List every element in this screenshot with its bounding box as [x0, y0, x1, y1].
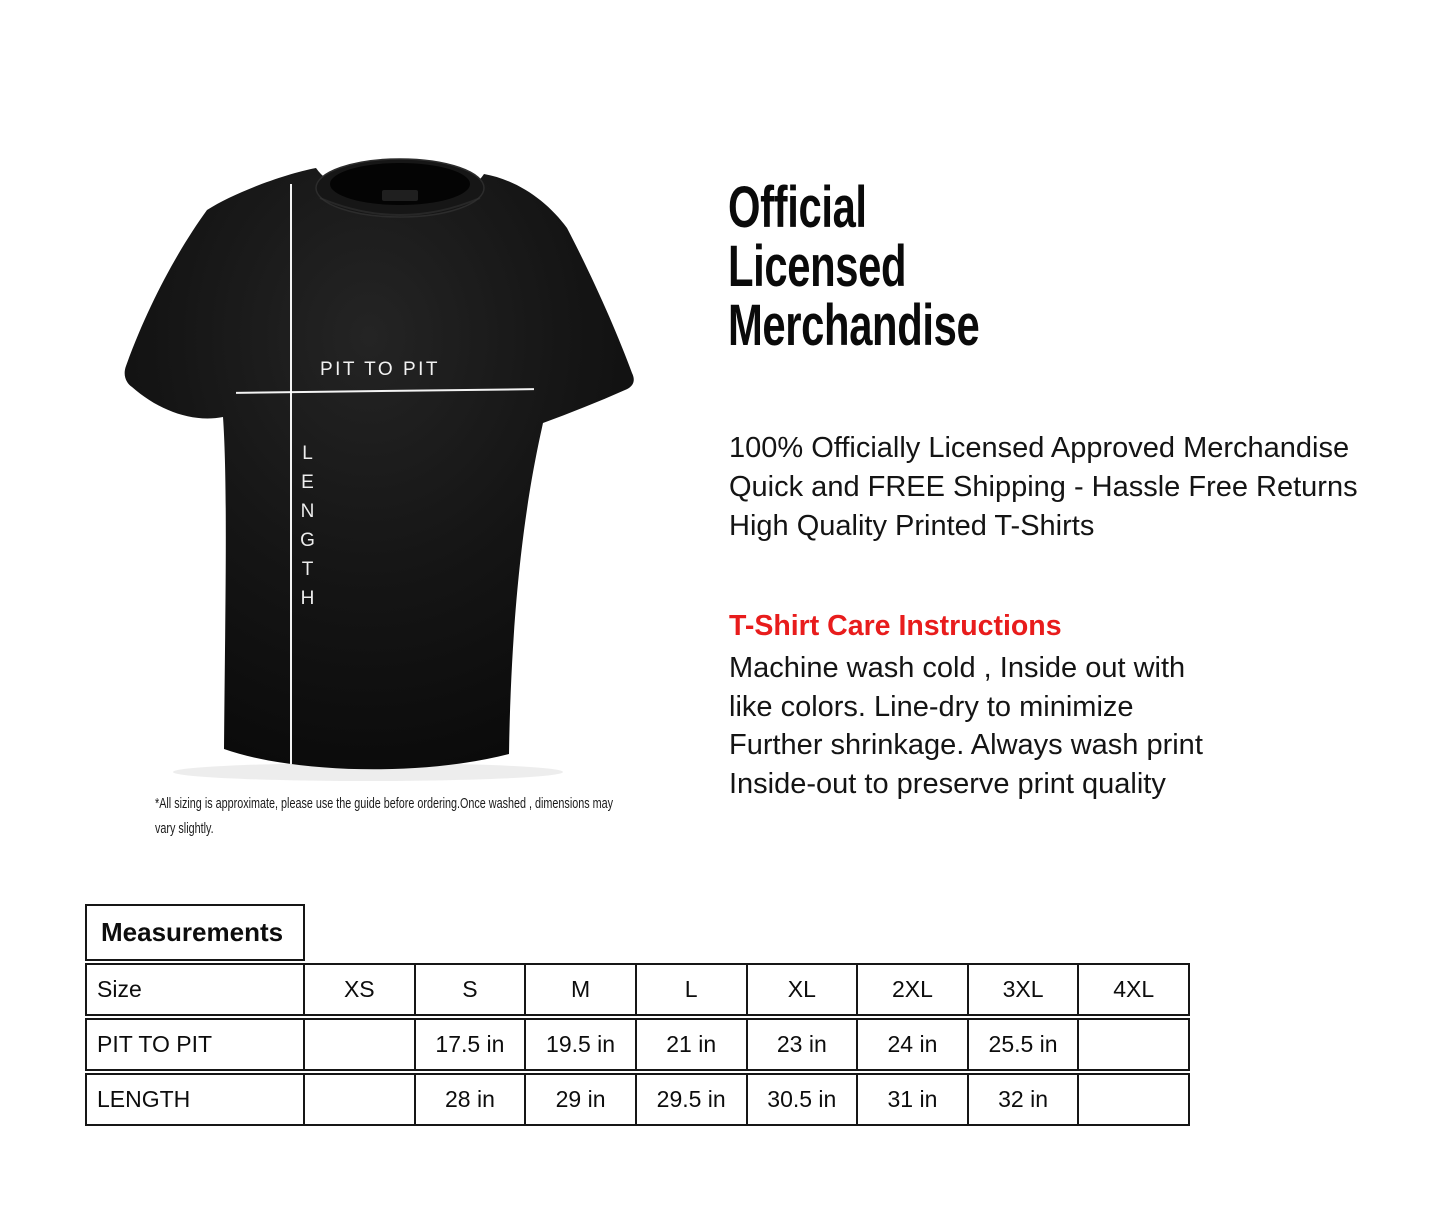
size-header: XL [746, 963, 859, 1016]
row-label: PIT TO PIT [85, 1018, 305, 1071]
pit-to-pit-row [85, 1018, 1190, 1071]
size-header: L [635, 963, 748, 1016]
size-row-label: Size [85, 963, 305, 1016]
size-header: 4XL [1077, 963, 1190, 1016]
product-description [729, 429, 1358, 546]
page-title-line: Licensed [728, 234, 907, 299]
tshirt-size-guide-image [120, 140, 675, 790]
size-header: 3XL [967, 963, 1080, 1016]
measurement-value: 24 in [856, 1018, 969, 1071]
table-corner-row [85, 904, 1190, 961]
measurement-value [1077, 1018, 1190, 1071]
measurement-value [303, 1018, 416, 1071]
page-title [728, 175, 980, 358]
care-line: Further shrinkage. Always wash print [729, 729, 1203, 761]
description-line: Quick and FREE Shipping - Hassle Free Returns [729, 471, 1358, 503]
measurement-value: 28 in [414, 1073, 527, 1126]
sizing-disclaimer [155, 791, 613, 841]
page-title-line: Official [728, 175, 867, 240]
care-line: Machine wash cold , Inside out with [729, 652, 1186, 684]
measurement-value: 25.5 in [967, 1018, 1080, 1071]
disclaimer-line: *All sizing is approximate, please use the guide before ordering.Once washed , dimensions may [155, 795, 614, 812]
pit-to-pit-label: PIT TO PIT [319, 359, 441, 380]
size-header: XS [303, 963, 416, 1016]
measurement-value: 31 in [856, 1073, 969, 1126]
row-label: LENGTH [85, 1073, 305, 1126]
tshirt-graphic [120, 140, 675, 790]
care-line: Inside-out to preserve print quality [729, 767, 1166, 800]
care-instructions-title: T-Shirt Care Instructions [729, 610, 1062, 642]
size-header: S [414, 963, 527, 1016]
measurements-table [85, 904, 1190, 1128]
measurement-value: 32 in [967, 1073, 1080, 1126]
care-instructions-text [729, 649, 1203, 803]
description-line: High Quality Printed T-Shirts [729, 510, 1095, 542]
measurement-value [303, 1073, 416, 1126]
size-header-row [85, 963, 1190, 1016]
length-row [85, 1073, 1190, 1126]
disclaimer-line: vary slightly. [155, 820, 214, 837]
length-line [290, 184, 292, 764]
measurement-value: 29.5 in [635, 1073, 748, 1126]
measurement-value [1077, 1073, 1190, 1126]
size-header: M [524, 963, 637, 1016]
size-header: 2XL [856, 963, 969, 1016]
length-label: LENGTH [297, 443, 318, 617]
measurement-value: 21 in [635, 1018, 748, 1071]
description-line: 100% Officially Licensed Approved Merchandise [729, 432, 1350, 464]
measurement-value: 19.5 in [524, 1018, 637, 1071]
page-title-line: Merchandise [728, 293, 980, 358]
measurements-header-cell: Measurements [85, 904, 305, 961]
measurement-value: 30.5 in [746, 1073, 859, 1126]
measurement-value: 23 in [746, 1018, 859, 1071]
care-line: like colors. Line-dry to minimize [729, 690, 1134, 723]
measurement-value: 17.5 in [414, 1018, 527, 1071]
measurement-value: 29 in [524, 1073, 637, 1126]
